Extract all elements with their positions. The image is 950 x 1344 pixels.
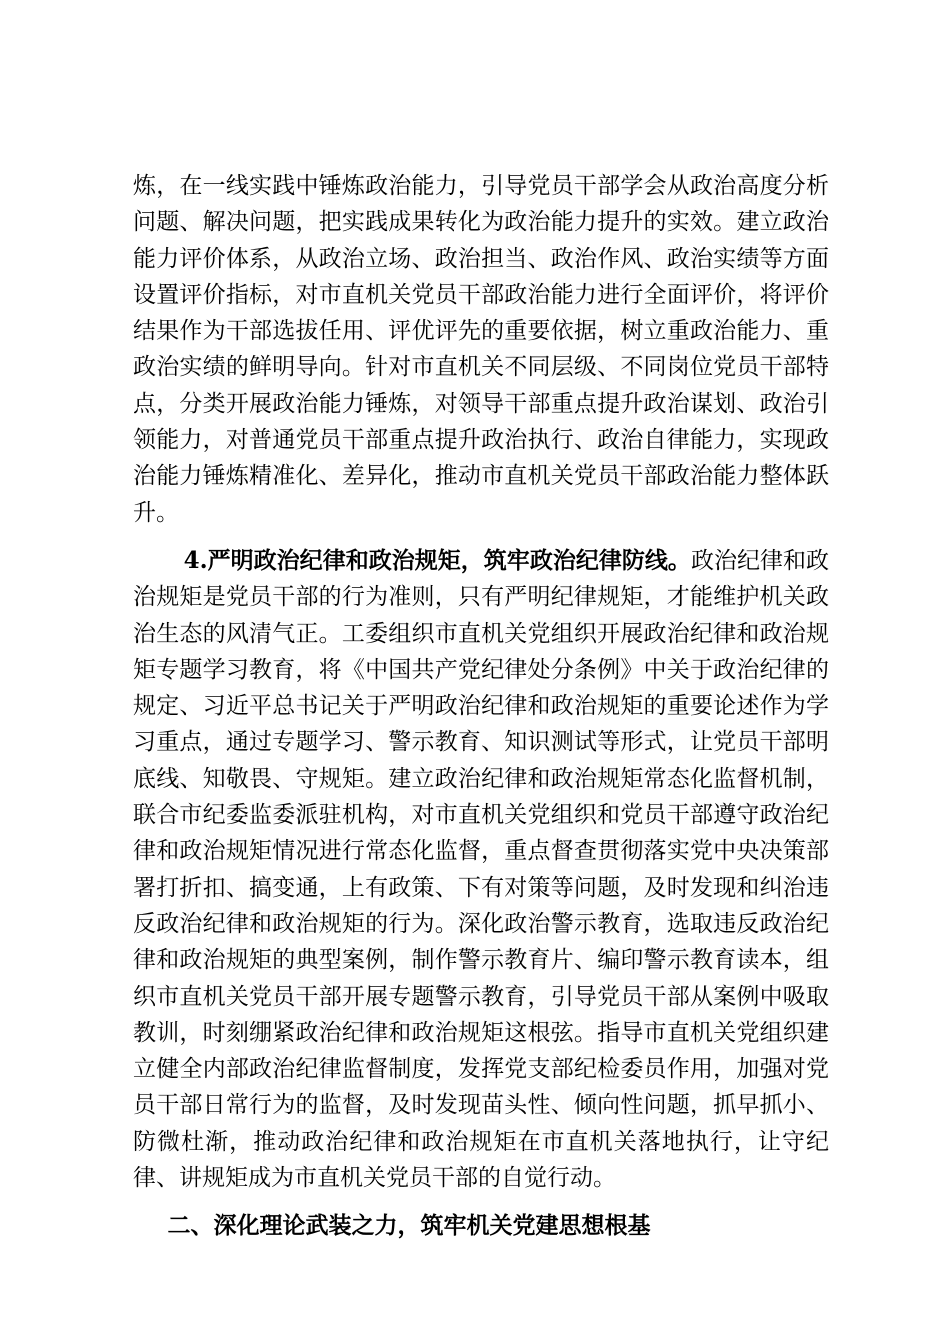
paragraph-lead-title: 4.严明政治纪律和政治规矩，筑牢政治纪律防线。 — [183, 546, 691, 574]
section-heading: 二、深化理论武装之力，筑牢机关党建思想根基 — [167, 1212, 651, 1240]
body-paragraph-discipline — [133, 543, 829, 1196]
paragraph-lead-body: 政治纪律和政治规矩是党员干部的行为准则，只有严明纪律规矩，才能维护机关政治生态的风清气正。工委组织市直机关党组织开展政治纪律和政治规矩专题学习教育，将《中国共产党纪律处分条例》中关于政治纪律的规定、习近平总书记关于严明政治纪律和政治规矩的重要论述作为学习重点，通过专题学习、警示教育、知识测试等形式，让党员干部明底线、知敬畏、守规矩。建立政治纪律和政治规矩常态化监督机制，联合市纪委监委派驻机构，对市直机关党组织和党员干部遵守政治纪律和政治规矩情况进行常态化监督，重点督查贯彻落实党中央决策部署打折扣、搞变通，上有政策、下有对策等问题，及时发现和纠治违反政治纪律和政治规矩的行为。深化政治警示教育，选取违反政治纪律和政治规矩的典型案例，制作警示教育片、编印警示教育读本，组织市直机关党员干部开展专题警示教育，引导党员干部从案例中吸取教训，时刻绷紧政治纪律和政治规矩这根弦。指导市直机关党组织建立健全内部政治纪律监督制度，发挥党支部纪检委员作用，加强对党员干部日常行为的监督，及时发现苗头性、倾向性问题，抓早抓小、防微杜渐，推动政治纪律和政治规矩在市直机关落地执行，让守纪律、讲规矩成为市直机关党员干部的自觉行动。 — [133, 547, 830, 1192]
document-page — [133, 168, 829, 1245]
body-paragraph-continued: 炼，在一线实践中锤炼政治能力，引导党员干部学会从政治高度分析问题、解决问题，把实践成果转化为政治能力提升的实效。建立政治能力评价体系，从政治立场、政治担当、政治作风、政治实绩等方面设置评价指标，对市直机关党员干部政治能力进行全面评价，将评价结果作为干部选拔任用、评优评先的重要依据，树立重政治能力、重政治实绩的鲜明导向。针对市直机关不同层级、不同岗位党员干部特点，分类开展政治能力锤炼，对领导干部重点提升政治谋划、政治引领能力，对普通党员干部重点提升政治执行、政治自律能力，实现政治能力锤炼精准化、差异化，推动市直机关党员干部政治能力整体跃升。 — [133, 173, 829, 526]
